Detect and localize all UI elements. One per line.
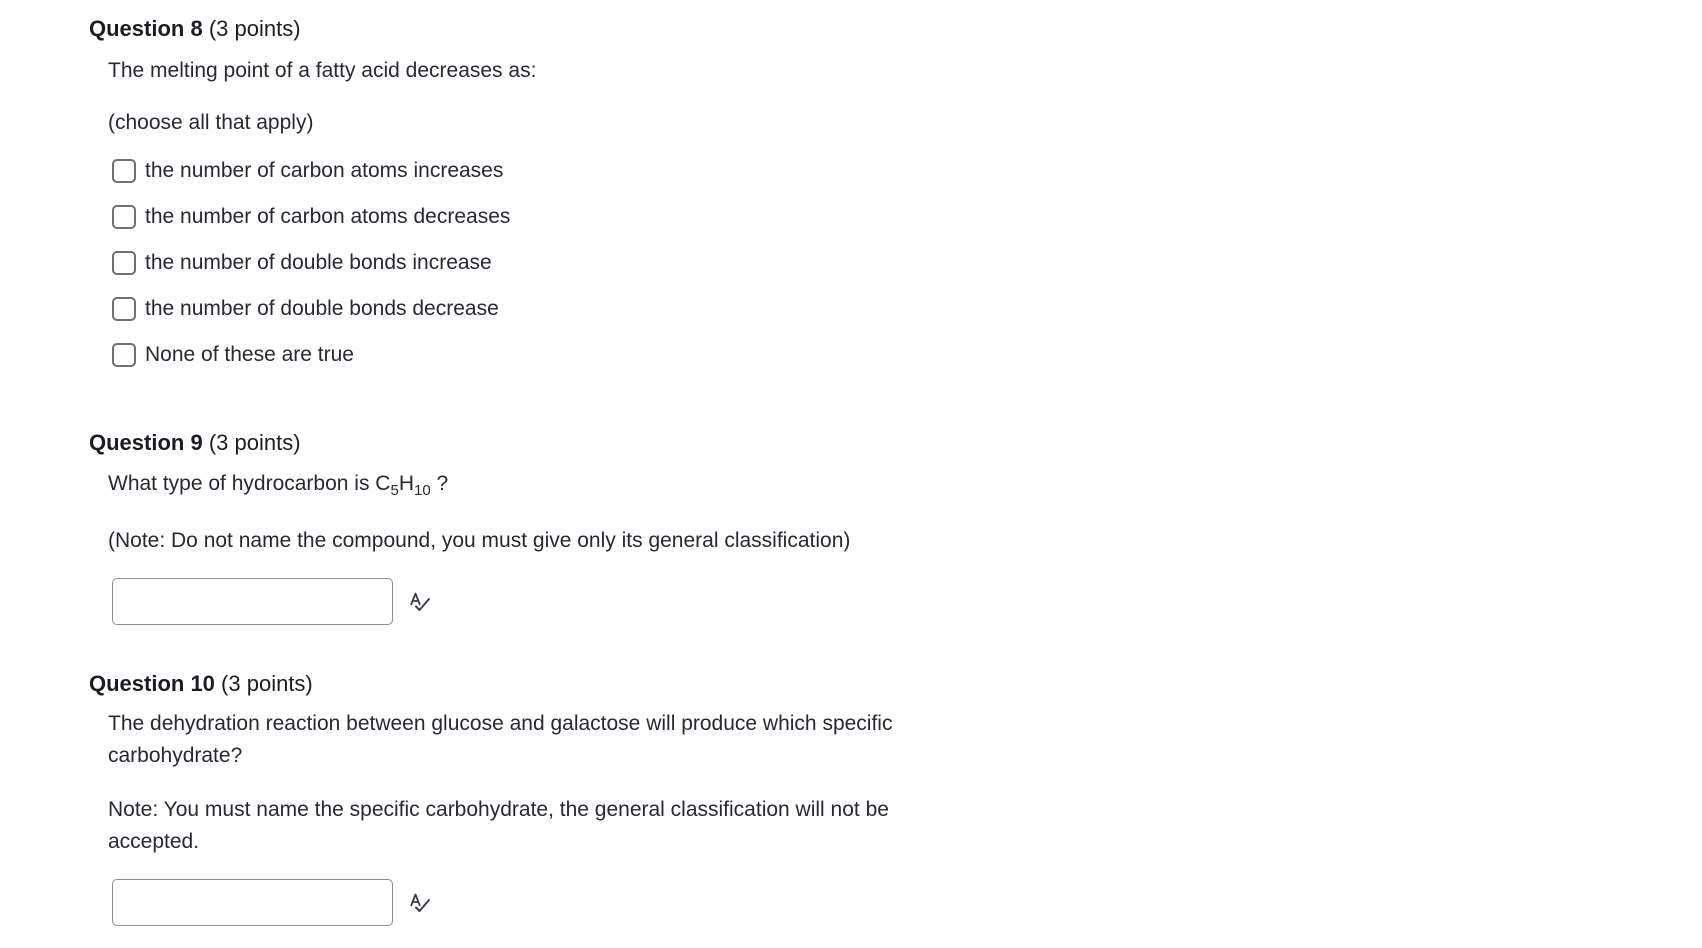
spell-check-icon[interactable] [408, 590, 432, 614]
checkbox[interactable] [112, 343, 136, 367]
question-10 [89, 669, 892, 926]
option-label: the number of carbon atoms decreases [145, 205, 511, 228]
question-points: (3 points) [208, 16, 301, 41]
question-prompt [108, 468, 850, 500]
note-line-2: accepted. [108, 830, 200, 853]
question-10-body [108, 708, 892, 858]
answer-input[interactable] [112, 578, 393, 625]
prompt-suffix: ? [430, 472, 449, 495]
answer-row [112, 578, 850, 625]
prompt-line-2: carbohydrate? [108, 744, 243, 767]
prompt-line-1: The dehydration reaction between glucose and galactose will produce which specific [108, 712, 893, 735]
spell-check-icon[interactable] [408, 891, 432, 915]
option-none-true[interactable] [112, 332, 536, 378]
question-points: (3 points) [208, 430, 301, 455]
question-8 [89, 14, 536, 378]
question-8-body [108, 55, 536, 139]
question-number: Question 10 [89, 671, 215, 696]
option-carbon-increase[interactable] [112, 148, 536, 194]
checkbox[interactable] [112, 251, 136, 275]
question-instruction: (choose all that apply) [108, 111, 314, 134]
option-label: None of these are true [145, 343, 354, 366]
subscript-hydrogen: 10 [413, 482, 431, 499]
question-9-header [89, 428, 850, 458]
question-points: (3 points) [221, 671, 313, 696]
question-number: Question 9 [89, 430, 203, 455]
question-note: (Note: Do not name the compound, you must give only its general classification) [108, 529, 851, 552]
options-list [89, 148, 536, 378]
subscript-carbon: 5 [390, 482, 399, 499]
checkbox[interactable] [112, 297, 136, 321]
option-double-bonds-decrease[interactable] [112, 286, 536, 332]
answer-row [112, 879, 892, 926]
prompt-hydrogen: H [398, 472, 414, 495]
prompt-prefix: What type of hydrocarbon is C [108, 472, 391, 495]
question-note [108, 794, 892, 858]
checkbox[interactable] [112, 159, 136, 183]
option-double-bonds-increase[interactable] [112, 240, 536, 286]
question-prompt [108, 708, 892, 772]
question-prompt: The melting point of a fatty acid decreases as: [108, 59, 537, 82]
question-9-body [108, 468, 850, 557]
note-line-1: Note: You must name the specific carbohydrate, the general classification will not be [108, 798, 889, 821]
answer-input[interactable] [112, 879, 393, 926]
question-9 [89, 428, 850, 625]
checkbox[interactable] [112, 205, 136, 229]
option-label: the number of double bonds decrease [145, 297, 499, 320]
question-number: Question 8 [89, 16, 203, 41]
option-label: the number of double bonds increase [145, 251, 492, 274]
question-10-header [89, 669, 892, 699]
option-carbon-decrease[interactable] [112, 194, 536, 240]
question-8-header [89, 14, 536, 44]
option-label: the number of carbon atoms increases [145, 159, 504, 182]
